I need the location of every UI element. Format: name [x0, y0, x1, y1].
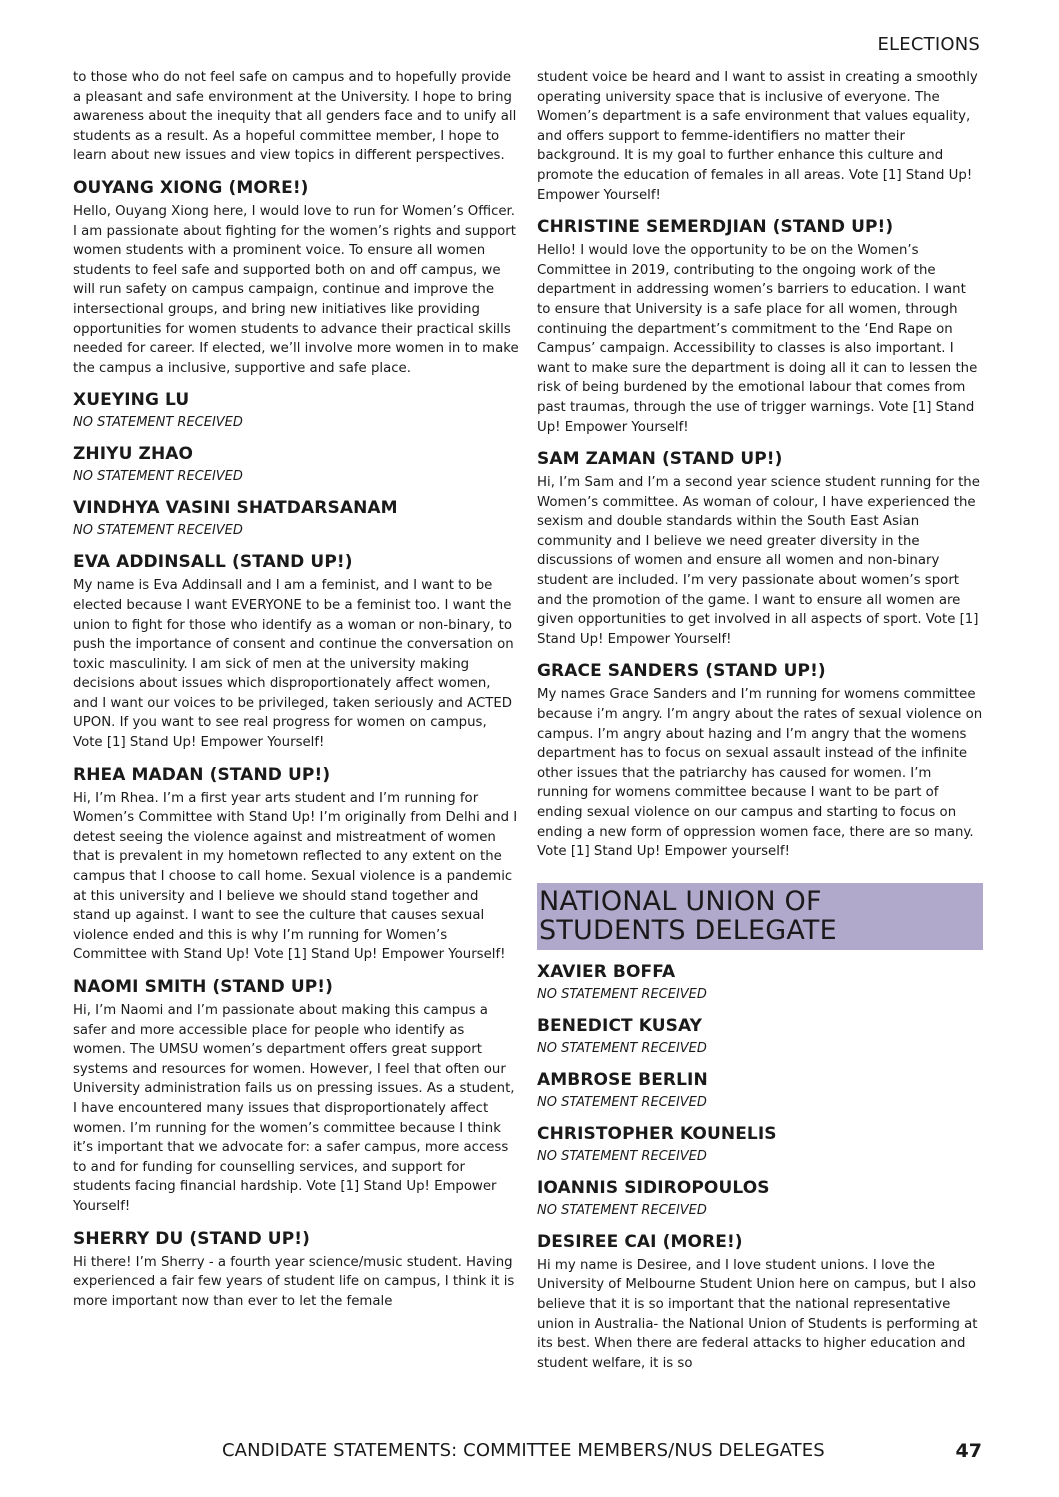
continued-statement: student voice be heard and I want to assist in creating a smoothly operating university space that is inclusive of everyone. The Women’s department is a safe environment that values equality, and offers support to femme-identifiers no matter their background. It is my goal to further enhance this culture and promote the education of females in all areas. Vote [1] Stand Up! Empower Yourself!	[537, 70, 978, 203]
no-statement-note: NO STATEMENT RECEIVED	[537, 1148, 707, 1164]
candidate-block	[537, 449, 983, 649]
candidate-block	[537, 217, 983, 437]
candidate-name: XUEYING LU	[73, 390, 190, 411]
candidate-block	[73, 390, 519, 432]
candidate-name: RHEA MADAN (STAND UP!)	[73, 764, 331, 785]
candidate-name: AMBROSE BERLIN	[537, 1069, 708, 1090]
candidate-name: SHERRY DU (STAND UP!)	[73, 1228, 310, 1249]
continued-statement: to those who do not feel safe on campus and to hopefully provide a pleasant and safe environment at the University. I hope to bring awareness about the inequity that all genders face and to unify all students as a result. As a hopeful committee member, I hope to learn about new issues and view topics in different perspectives.	[73, 70, 517, 164]
section-tag: ELECTIONS	[877, 34, 980, 55]
candidate-name: VINDHYA VASINI SHATDARSANAM	[73, 498, 398, 519]
candidate-block	[537, 1232, 983, 1374]
footer-title: CANDIDATE STATEMENTS: COMMITTEE MEMBERS/NUS DELEGATES	[222, 1440, 825, 1461]
candidate-statement: Hello, Ouyang Xiong here, I would love to run for Women’s Officer. I am passionate about fighting for the women’s rights and support women students with a prominent voice. To ensure all women students to feel safe and supported both on and off campus, we will run safety on campus campaign, continue and improve the intersectional groups, and bring new initiatives like providing opportunities for women students to advance their practical skills needed for career. If elected, we’ll involve more women in to make the campus a inclusive, supportive and safe place.	[73, 203, 519, 376]
candidate-block	[73, 977, 519, 1217]
candidate-name: SAM ZAMAN (STAND UP!)	[537, 449, 783, 470]
right-column	[537, 68, 983, 1373]
nus-delegate-heading: NATIONAL UNION OF STUDENTS DELEGATE	[537, 883, 983, 950]
candidate-name: XAVIER BOFFA	[537, 961, 676, 982]
no-statement-note: NO STATEMENT RECEIVED	[537, 1040, 707, 1056]
candidate-statement: Hello! I would love the opportunity to be on the Women’s Committee in 2019, contributing to the ongoing work of the department in addressing women’s barriers to education. I want to ensure that University is a safe place for all women, through continuing the department’s commitment to the ‘End Rape on Campus’ campaign. Accessibility to classes is also important. I want to make sure the department is doing all it can to lessen the risk of being burdened by the emotional labour that comes from past traumas, through the use of trigger warnings. Vote [1] Stand Up! Empower Yourself!	[537, 243, 978, 435]
candidate-statement: Hi, I’m Naomi and I’m passionate about making this campus a safer and more accessible place for people who identify as women. The UMSU women’s department offers great support systems and resources for women. However, I feel that often our University administration fails us on pressing issues. As a student, I have encountered many issues that disproportionately affect women. I’m running for the women’s committee because I think it’s important that we advocate for: a safer campus, more access to and for funding for counselling services, and support for students facing financial hardship. Vote [1] Stand Up! Empower Yourself!	[73, 1003, 515, 1214]
candidate-name: DESIREE CAI (MORE!)	[537, 1231, 743, 1252]
candidate-statement: Hi, I’m Rhea. I’m a first year arts student and I’m running for Women’s Committee with Stand Up! I’m originally from Delhi and I detest seeing the violence against and mistreatment of women that is prevalent in my hometown reflected to any extent on the campus that I choose to call home. Sexual violence is a pandemic at this university and I believe we should stand together and stand up against. I want to see the culture that causes sexual violence ended and this is why I’m running for Women’s Committee with Stand Up! Vote [1] Stand Up! Empower Yourself!	[73, 790, 518, 963]
candidate-name: CHRISTOPHER KOUNELIS	[537, 1123, 777, 1144]
candidate-block	[537, 1124, 983, 1166]
no-statement-note: NO STATEMENT RECEIVED	[537, 986, 707, 1002]
no-statement-note: NO STATEMENT RECEIVED	[73, 469, 243, 485]
left-column	[73, 68, 519, 1311]
candidate-name: ZHIYU ZHAO	[73, 444, 194, 465]
no-statement-note: NO STATEMENT RECEIVED	[73, 523, 243, 539]
candidate-block	[73, 552, 519, 752]
candidate-block	[537, 1178, 983, 1220]
candidate-statement: My names Grace Sanders and I’m running for womens committee because i’m angry. I’m angry about the rates of sexual violence on campus. I’m angry about hazing and I’m angry that the womens department has to focus on sexual assault instead of the infinite other issues that the patriarchy has caused for women. I’m running for womens committee because I want to be part of ending sexual violence on our campus and starting to focus on ending a new form of oppression women face, there are so many. Vote [1] Stand Up! Empower yourself!	[537, 687, 983, 860]
candidate-name: IOANNIS SIDIROPOULOS	[537, 1177, 770, 1198]
candidate-name: BENEDICT KUSAY	[537, 1015, 702, 1036]
candidate-block	[73, 444, 519, 486]
candidate-name: GRACE SANDERS (STAND UP!)	[537, 661, 826, 682]
page-number: 47	[955, 1440, 982, 1462]
no-statement-note: NO STATEMENT RECEIVED	[73, 415, 243, 431]
candidate-block	[537, 962, 983, 1004]
candidate-block	[537, 1070, 983, 1112]
no-statement-note: NO STATEMENT RECEIVED	[537, 1202, 707, 1218]
candidate-name: CHRISTINE SEMERDJIAN (STAND UP!)	[537, 217, 894, 238]
candidate-statement: Hi there! I’m Sherry - a fourth year science/music student. Having experienced a fair few years of student life on campus, I think it is more important now than ever to let the female	[73, 1254, 515, 1309]
candidate-block	[73, 498, 519, 540]
candidate-block	[537, 1016, 983, 1058]
candidate-statement: Hi my name is Desiree, and I love student unions. I love the University of Melbourne Student Union here on campus, but I also believe that it is so important that the national representative union in Australia- the National Union of Students is performing at its best. When there are federal attacks to higher education and student welfare, it is so	[537, 1257, 978, 1371]
candidate-statement: My name is Eva Addinsall and I am a feminist, and I want to be elected because I want EVERYONE to be a feminist too. I want the union to fight for those who identify as a woman or non-binary, to push the importance of consent and continue the conversation on toxic masculinity. I am sick of men at the university making decisions about issues which disproportionately affect women, and I want our voices to be privileged, taken seriously and ACTED UPON. If you want to see real progress for women on campus, Vote [1] Stand Up! Empower Yourself!	[73, 578, 514, 751]
candidate-block	[73, 178, 519, 378]
candidate-name: NAOMI SMITH (STAND UP!)	[73, 977, 334, 997]
candidate-block	[73, 1229, 519, 1312]
candidate-block	[73, 765, 519, 965]
candidate-name: OUYANG XIONG (MORE!)	[73, 177, 309, 198]
no-statement-note: NO STATEMENT RECEIVED	[537, 1094, 707, 1110]
candidate-statement: Hi, I’m Sam and I’m a second year science student running for the Women’s committee. As woman of colour, I have experienced the sexism and double standards within the South East Asian community and I believe we need greater diversity in the discussions of women and ensure all women and non-binary student are included. I’m very passionate about women’s sport and the promotion of the game. I want to ensure all women are given opportunities to get involved in all aspects of sport. Vote [1] Stand Up! Empower Yourself!	[537, 475, 980, 647]
candidate-block	[537, 661, 983, 861]
candidate-name: EVA ADDINSALL (STAND UP!)	[73, 552, 353, 573]
